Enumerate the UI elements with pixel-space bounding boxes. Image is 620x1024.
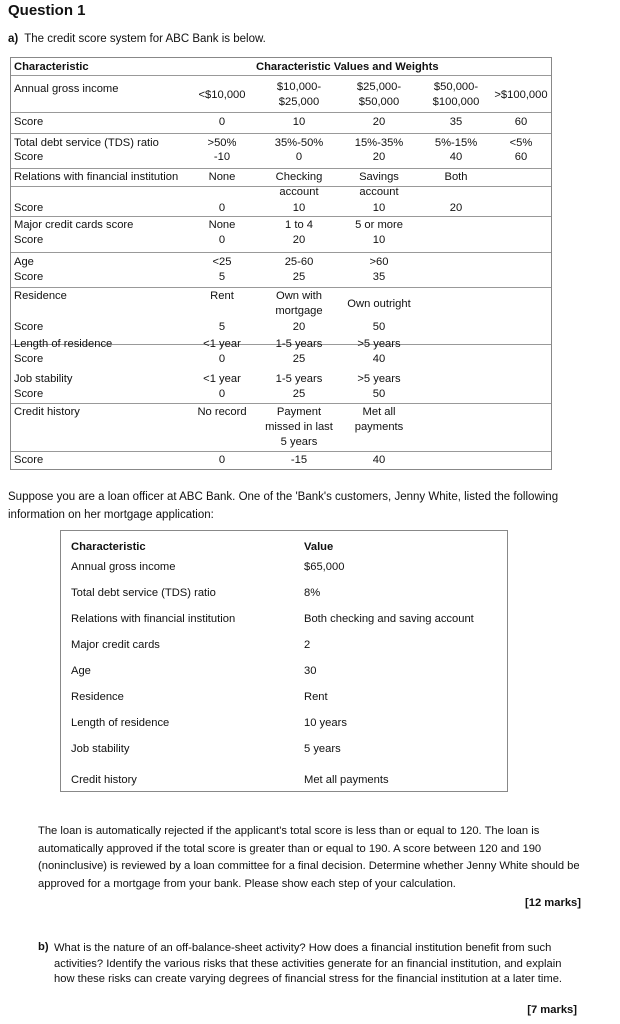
applicant-row-value: Rent: [304, 691, 328, 703]
table-cell: 5: [218, 271, 226, 283]
table-cell: 0: [218, 202, 226, 214]
question-title: Question 1: [8, 2, 86, 19]
row-label: Score: [14, 353, 44, 365]
part-a-marks: [12 marks]: [525, 897, 581, 909]
table-cell: 5: [218, 321, 226, 333]
table-cell: 10: [372, 234, 386, 246]
row-label: Residence: [14, 290, 67, 302]
table-cell: 25: [292, 353, 306, 365]
row-label: Score: [14, 116, 44, 128]
table-cell: Payment missed in last 5 years: [265, 406, 333, 448]
table-cell: 60: [514, 151, 528, 163]
row-label: Age: [14, 256, 34, 268]
table-cell: None: [208, 171, 236, 183]
row-label: Relations with financial institution: [14, 171, 179, 183]
table-cell: 20: [292, 321, 306, 333]
table-cell: 40: [372, 454, 386, 466]
table-cell: 0: [218, 234, 226, 246]
table-cell: 1-5 years: [275, 338, 323, 350]
applicant-row-label: Length of residence: [71, 717, 170, 729]
table-cell: <$10,000: [198, 89, 246, 101]
table-cell: Savings account: [359, 171, 399, 198]
table-cell: 10: [292, 202, 306, 214]
applicant-row-value: 10 years: [304, 717, 347, 729]
applicant-row-value: Both checking and saving account: [304, 613, 474, 625]
table-cell: >50%: [207, 137, 237, 149]
row-label: Score: [14, 151, 44, 163]
applicant-row-value: 30: [304, 665, 317, 677]
table-cell: <1 year: [203, 338, 241, 350]
part-b-marks: [7 marks]: [527, 1004, 577, 1016]
table-cell: Rent: [210, 290, 234, 302]
table-cell: Checking account: [275, 171, 323, 198]
part-b-text: What is the nature of an off-balance-sheet activity? How does a financial institution benefit from such activities? Identify the various risks that these activities generate for an financial institution, and explain how these risks can create varying degrees of financial stress for the financial institution at a later time.: [54, 942, 563, 985]
table-cell: >60: [369, 256, 389, 268]
table-cell: 20: [372, 151, 386, 163]
applicant-table: [60, 530, 508, 792]
table-cell: 35: [372, 271, 386, 283]
table-cell: 0: [218, 388, 226, 400]
table-cell: >5 years: [357, 373, 401, 385]
table-cell: 20: [372, 116, 386, 128]
table-cell: 10: [372, 202, 386, 214]
table-cell: 60: [514, 116, 528, 128]
table-cell: Own outright: [347, 298, 411, 310]
table-cell: 35%-50%: [274, 137, 324, 149]
table-cell: 50: [372, 388, 386, 400]
table-cell: $50,000- $100,000: [432, 81, 480, 108]
row-label: Score: [14, 321, 44, 333]
table-cell: -10: [213, 151, 231, 163]
applicant-row-value: 8%: [304, 587, 321, 599]
applicant-row-value: Met all payments: [304, 774, 389, 786]
table-cell: 25-60: [284, 256, 314, 268]
table-header-values: Characteristic Values and Weights: [256, 61, 439, 73]
table-cell: 5%-15%: [434, 137, 478, 149]
applicant-row-value: $65,000: [304, 561, 345, 573]
applicant-header-value: Value: [304, 541, 334, 553]
table-cell: 5 or more: [355, 219, 403, 231]
part-a-intro: [8, 33, 266, 45]
row-label: Score: [14, 234, 44, 246]
table-cell: 0: [218, 353, 226, 365]
table-cell: Own with mortgage: [275, 290, 323, 317]
table-cell: 15%-35%: [354, 137, 404, 149]
table-cell: -15: [290, 454, 308, 466]
applicant-row-label: Major credit cards: [71, 639, 160, 651]
row-label: Total debt service (TDS) ratio: [14, 137, 159, 149]
part-a-label: a): [8, 33, 19, 45]
row-label: Score: [14, 454, 44, 466]
table-cell: 20: [449, 202, 463, 214]
table-cell: 1-5 years: [275, 373, 323, 385]
part-a-intro-text: The credit score system for ABC Bank is below.: [24, 33, 266, 45]
applicant-row-label: Annual gross income: [71, 561, 176, 573]
table-cell: None: [208, 219, 236, 231]
table-cell: 50: [372, 321, 386, 333]
applicant-row-value: 5 years: [304, 743, 341, 755]
table-cell: <25: [212, 256, 232, 268]
table-cell: <5%: [509, 137, 533, 149]
row-label: Job stability: [14, 373, 73, 385]
row-label: Score: [14, 271, 44, 283]
table-cell: <1 year: [203, 373, 241, 385]
table-cell: No record: [197, 406, 247, 418]
row-label: Annual gross income: [14, 83, 119, 95]
table-cell: $10,000- $25,000: [276, 81, 322, 108]
part-b-label: b): [38, 941, 49, 953]
table-cell: >5 years: [357, 338, 401, 350]
table-cell: 25: [292, 271, 306, 283]
table-cell: 0: [218, 116, 226, 128]
table-header-characteristic: Characteristic: [14, 61, 89, 73]
row-label: Major credit cards score: [14, 219, 134, 231]
table-cell: 25: [292, 388, 306, 400]
table-cell: 1 to 4: [285, 219, 313, 231]
table-cell: 10: [292, 116, 306, 128]
applicant-row-label: Age: [71, 665, 91, 677]
table-cell: Both: [444, 171, 468, 183]
row-label: Score: [14, 388, 44, 400]
row-label: Score: [14, 202, 44, 214]
credit-score-table: [10, 57, 552, 470]
table-cell: 20: [292, 234, 306, 246]
scenario-paragraph: Suppose you are a loan officer at ABC Bank. One of the 'Bank's customers, Jenny White, listed the following information on her mortgage application:: [8, 491, 559, 521]
row-label: Credit history: [14, 406, 80, 418]
table-cell: 40: [372, 353, 386, 365]
table-cell: 35: [449, 116, 463, 128]
applicant-row-label: Credit history: [71, 774, 137, 786]
table-cell: 40: [449, 151, 463, 163]
applicant-row-label: Total debt service (TDS) ratio: [71, 587, 216, 599]
table-cell: $25,000- $50,000: [356, 81, 402, 108]
table-cell: Met all payments: [354, 406, 404, 433]
applicant-row-label: Relations with financial institution: [71, 613, 236, 625]
applicant-row-label: Job stability: [71, 743, 130, 755]
table-cell: 0: [218, 454, 226, 466]
applicant-header-characteristic: Characteristic: [71, 541, 146, 553]
applicant-row-label: Residence: [71, 691, 124, 703]
applicant-row-value: 2: [304, 639, 311, 651]
table-cell: 0: [295, 151, 303, 163]
table-cell: >$100,000: [494, 89, 548, 101]
instructions-paragraph: The loan is automatically rejected if the applicant's total score is less than or equal to 120. The loan is automatically approved if the total score is greater than or equal to 190. A score between 120 and 190 (noninclusive) is reviewed by a loan committee for a final decision. Determine whether Jenny White should be approved for a mortgage from your bank. Please show each step of your calculation.: [38, 825, 580, 890]
row-label: Length of residence: [14, 338, 113, 350]
